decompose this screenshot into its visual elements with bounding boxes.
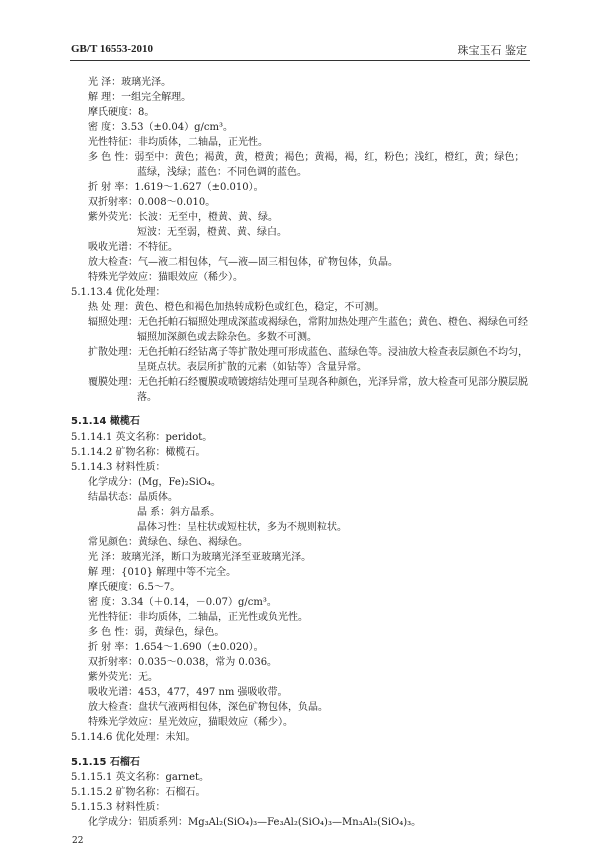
- clause-heading: 5.1.14.2 矿物名称：橄榄石。: [71, 447, 206, 458]
- text-line: 结晶状态：晶质体。: [88, 492, 178, 503]
- text-line: 吸收光谱：453，477，497 nm 强吸收带。: [88, 687, 288, 698]
- text-line: 常见颜色：黄绿色、绿色、褐绿色。: [88, 537, 248, 548]
- text-line: 落。: [137, 392, 157, 403]
- text-line: 多 色 性：弱至中：黄色；褐黄，黄，橙黄；褐色；黄褐，褐，红，粉色；浅红，橙红，黄；绿色；: [88, 152, 525, 163]
- text-line: 晶体习性：呈柱状或短柱状，多为不规则粒状。: [137, 522, 347, 533]
- header-rule: [70, 60, 530, 61]
- text-line: 吸收光谱：不特征。: [88, 242, 178, 253]
- clause-heading: 5.1.15.3 材料性质：: [71, 802, 166, 813]
- text-line: 辐照加深颜色或去除杂色。多数不可测。: [137, 332, 317, 343]
- clause-heading: 5.1.14.6 优化处理：未知。: [71, 732, 196, 743]
- text-line: 呈斑点状。表层所扩散的元素（如钴等）含量异常。: [137, 362, 367, 373]
- text-line: 紫外荧光：无。: [88, 672, 158, 683]
- text-line: 特殊光学效应：星光效应，猫眼效应（稀少）。: [88, 717, 293, 728]
- document-title: 珠宝玉石 鉴定: [457, 44, 527, 57]
- section-heading-garnet: 5.1.15 石榴石: [71, 757, 140, 768]
- text-line: 紫外荧光：长波：无至中，橙黄、黄、绿。: [88, 212, 278, 223]
- text-line: 热 处 理：黄色、橙色和褐色加热转成粉色或红色，稳定，不可测。: [88, 302, 385, 313]
- text-line: 多 色 性：弱，黄绿色，绿色。: [88, 627, 225, 638]
- text-line: 蓝绿，浅绿；蓝色：不同色调的蓝色。: [137, 167, 307, 178]
- text-line: 解 理：{010} 解理中等不完全。: [88, 567, 237, 578]
- text-line: 覆膜处理：无色托帕石经覆膜或喷镀熔结处理可呈现各种颜色，光泽异常，放大检查可见部分膜层脱: [88, 377, 528, 388]
- text-line: 放大检查：盘状气液两相包体，深色矿物包体，负晶。: [88, 702, 328, 713]
- text-line: 扩散处理：无色托帕石经钴离子等扩散处理可形成蓝色、蓝绿色等。浸油放大检查表层颜色不均匀，: [88, 347, 528, 358]
- text-line: 特殊光学效应：猫眼效应（稀少）。: [88, 272, 243, 283]
- clause-heading: 5.1.14.3 材料性质：: [71, 462, 166, 473]
- text-line: 光性特征：非均质体，二轴晶，正光性。: [88, 137, 268, 148]
- text-line: 光 泽：玻璃光泽，断口为玻璃光泽至亚玻璃光泽。: [88, 552, 312, 563]
- standard-id: GB/T 16553-2010: [71, 43, 154, 55]
- text-line: 摩氏硬度：8。: [88, 107, 155, 118]
- text-line: 化学成分：铝质系列：Mg₃Al₂(SiO₄)₃—Fe₃Al₂(SiO₄)₃—Mn₃Al₂(SiO₄)₃。: [88, 817, 422, 828]
- text-line: 放大检查：气—液二相包体，气—液—固三相包体，矿物包体，负晶。: [88, 257, 398, 268]
- clause-heading: 5.1.14.1 英文名称：peridot。: [71, 432, 213, 443]
- section-heading-peridot: 5.1.14 橄榄石: [71, 416, 140, 427]
- text-line: 双折射率：0.008～0.010。: [88, 197, 216, 208]
- text-line: 化学成分：(Mg，Fe)₂SiO₄。: [88, 477, 222, 488]
- text-line: 密 度：3.34（＋0.14，－0.07）g/cm³。: [88, 597, 277, 608]
- text-line: 摩氏硬度：6.5～7。: [88, 582, 181, 593]
- clause-heading: 5.1.15.1 英文名称：garnet。: [71, 772, 210, 783]
- text-line: 折 射 率：1.619～1.627（±0.010）。: [88, 182, 264, 193]
- text-line: 解 理：一组完全解理。: [88, 92, 192, 103]
- text-line: 晶 系：斜方晶系。: [137, 507, 221, 518]
- text-line: 光 泽：玻璃光泽。: [88, 77, 172, 88]
- text-line: 辐照处理：无色托帕石辐照处理成深蓝或褐绿色，常附加热处理产生蓝色；黄色、橙色、褐绿色可经: [88, 317, 528, 328]
- page-number: 22: [72, 836, 84, 846]
- text-line: 短波：无至弱，橙黄、黄、绿白。: [137, 227, 287, 238]
- text-line: 折 射 率：1.654～1.690（±0.020）。: [88, 642, 264, 653]
- text-line: 光性特征：非均质体，二轴晶，正光性或负光性。: [88, 612, 308, 623]
- clause-heading: 5.1.13.4 优化处理：: [71, 287, 166, 298]
- text-line: 密 度：3.53（±0.04）g/cm³。: [88, 122, 233, 133]
- text-line: 双折射率：0.035～0.038，常为 0.036。: [88, 657, 278, 668]
- clause-heading: 5.1.15.2 矿物名称：石榴石。: [71, 787, 206, 798]
